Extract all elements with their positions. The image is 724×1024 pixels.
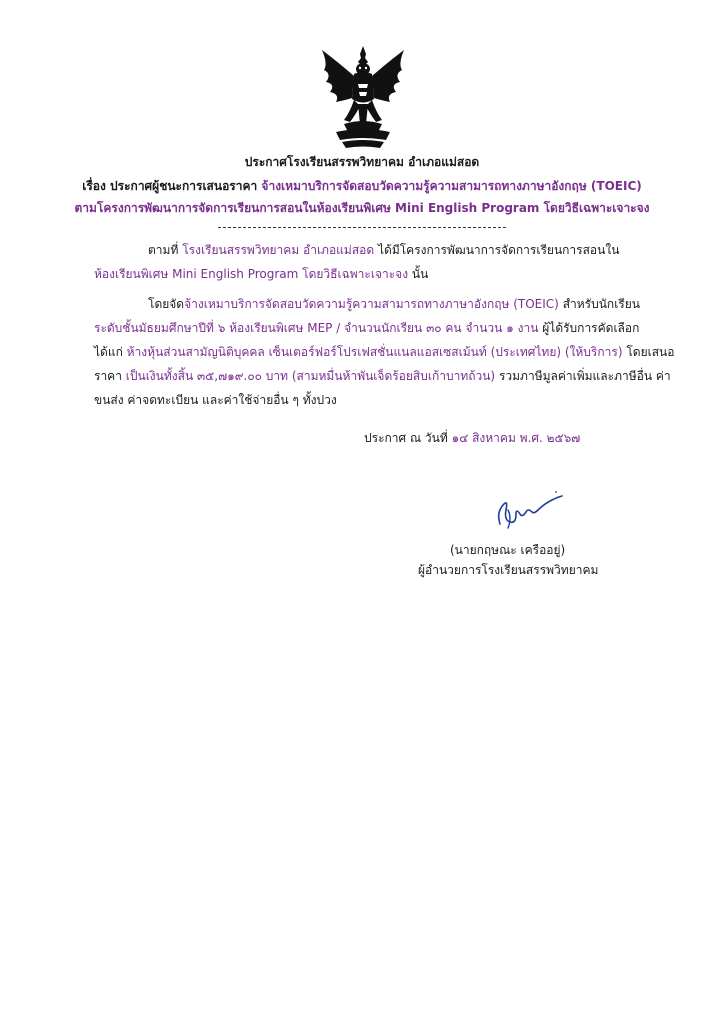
announcement-date-line — [364, 430, 580, 446]
paragraph-1-line-2 — [94, 266, 428, 282]
garuda-emblem-icon — [314, 44, 412, 150]
handwritten-signature — [486, 488, 566, 534]
header-divider — [218, 227, 506, 228]
p2-l4-amount: เป็นเงินทั้งสิ้น ๓๕,๗๑๙.๐๐ บาท (สามหมื่นห้าพันเจ็ดร้อยสิบเก้าบาทถ้วน) — [125, 369, 496, 383]
subject-line-2: ตามโครงการพัฒนาการจัดการเรียนการสอนในห้องเรียนพิเศษ Mini English Program โดยวิธีเฉพาะเจาะจง — [74, 201, 650, 215]
p2-l3-company: ห้างหุ้นส่วนสามัญนิติบุคคล เซ็นเตอร์ฟอร์โปรเฟสชั่นแนลแอสเซสเม้นท์ (ประเทศไทย) (ให้บริการ) — [126, 345, 623, 359]
p1-rest: ได้มีโครงการพัฒนาการจัดการเรียนการสอนใน — [377, 243, 620, 257]
p2-l2-detail: ระดับชั้นมัธยมศึกษาปีที่ ๖ ห้องเรียนพิเศษ MEP / จำนวนนักเรียน ๓๐ คน จำนวน ๑ งาน — [94, 321, 539, 335]
p1-prefix: ตามที่ — [148, 243, 179, 257]
announcement-date: ๑๔ สิงหาคม พ.ศ. ๒๕๖๗ — [451, 431, 581, 445]
paragraph-1-line-1 — [148, 242, 619, 258]
p1-school: โรงเรียนสรรพวิทยาคม อำเภอแม่สอด — [182, 243, 375, 257]
paragraph-2-line-2 — [94, 320, 639, 336]
announcement-title: ประกาศโรงเรียนสรรพวิทยาคม อำเภอแม่สอด — [244, 155, 480, 169]
p2-l3-prefix: ได้แก่ — [94, 345, 123, 359]
subject-line — [0, 178, 724, 194]
p1-line2: ห้องเรียนพิเศษ Mini English Program โดยวิธีเฉพาะเจาะจง — [94, 267, 409, 281]
signatory-position: ผู้อำนวยการโรงเรียนสรรพวิทยาคม — [418, 563, 599, 577]
paragraph-2-line-3 — [94, 344, 674, 360]
p2-l4-rest: รวมภาษีมูลค่าเพิ่มและภาษีอื่น ค่า — [498, 369, 671, 383]
paragraph-2-line-5: ขนส่ง ค่าจดทะเบียน และค่าใช้จ่ายอื่น ๆ ทั้งปวง — [94, 393, 337, 407]
p2-l1-prefix: โดยจัด — [148, 297, 185, 311]
p2-l1-detail: จ้างเหมาบริการจัดสอบวัดความรู้ความสามารถทางภาษาอังกฤษ (TOEIC) — [184, 297, 559, 311]
announcement-date-label: ประกาศ ณ วันที่ — [364, 431, 448, 445]
p1-end: นั้น — [411, 267, 429, 281]
paragraph-2-line-4 — [94, 368, 671, 384]
p2-l3-rest: โดยเสนอ — [626, 345, 675, 359]
subject-label: เรื่อง ประกาศผู้ชนะการเสนอราคา — [82, 179, 258, 193]
subject-detail: จ้างเหมาบริการจัดสอบวัดความรู้ความสามารถทางภาษาอังกฤษ (TOEIC) — [261, 179, 642, 193]
signatory-name: (นายกฤษณะ เครืออยู่) — [450, 543, 566, 557]
p2-l4-prefix: ราคา — [94, 369, 122, 383]
paragraph-2-line-1 — [148, 296, 640, 312]
p2-l2-rest: ผู้ได้รับการคัดเลือก — [542, 321, 640, 335]
p2-l1-rest: สำหรับนักเรียน — [562, 297, 640, 311]
